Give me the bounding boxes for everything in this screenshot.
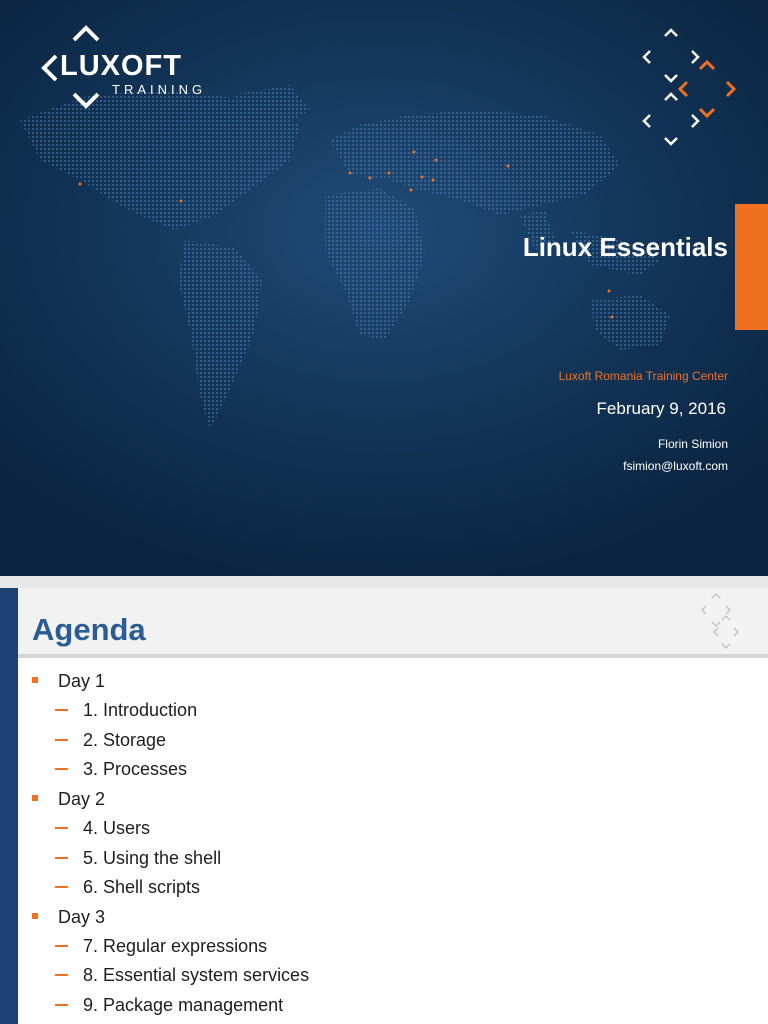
chevron-cluster-icon [634, 24, 744, 154]
agenda-topic-label: 7. Regular expressions [83, 936, 268, 956]
agenda-topic-label: 9. Package management [83, 995, 284, 1015]
agenda-topic-label: 5. Using the shell [83, 848, 222, 868]
square-bullet-icon [32, 795, 38, 801]
mini-chevron-logo-icon [698, 590, 754, 654]
slide-title: Linux Essentials [522, 232, 728, 262]
logo-subtitle: TRAINING [112, 82, 207, 97]
agenda-slide [0, 588, 768, 1024]
dash-bullet-icon [55, 945, 68, 947]
dash-bullet-icon [55, 827, 68, 829]
training-center: Luxoft Romania Training Center [558, 369, 728, 383]
side-accent-bar [0, 588, 18, 1024]
square-bullet-icon [32, 677, 38, 683]
dash-bullet-icon [55, 768, 68, 770]
author-email: fsimion@luxoft.com [623, 459, 728, 473]
dash-bullet-icon [55, 1004, 68, 1006]
title-accent-tab [735, 204, 768, 330]
logo-wordmark: LUXOFT [60, 50, 182, 82]
dash-bullet-icon [55, 739, 68, 741]
agenda-topic-label: 1. Introduction [83, 700, 198, 720]
square-bullet-icon [32, 913, 38, 919]
agenda-topic-label: 8. Essential system services [83, 965, 310, 985]
agenda-day-label: Day 3 [58, 907, 106, 927]
slide-separator [0, 576, 768, 588]
header-divider [18, 654, 768, 658]
agenda-topic-label: 2. Storage [83, 730, 167, 750]
agenda-day-label: Day 2 [58, 789, 106, 809]
luxoft-training-logo [36, 22, 216, 112]
dash-bullet-icon [55, 857, 68, 859]
presentation-date: February 9, 2016 [596, 399, 726, 418]
agenda-topic-label: 4. Users [83, 818, 151, 838]
dash-bullet-icon [55, 709, 68, 711]
dash-bullet-icon [55, 886, 68, 888]
agenda-topic-label: 3. Processes [83, 759, 188, 779]
agenda-title: Agenda [32, 612, 146, 647]
agenda-topic-label: 6. Shell scripts [83, 877, 201, 897]
agenda-day-label: Day 1 [58, 671, 106, 691]
dash-bullet-icon [55, 974, 68, 976]
author-name: Florin Simion [657, 437, 728, 451]
